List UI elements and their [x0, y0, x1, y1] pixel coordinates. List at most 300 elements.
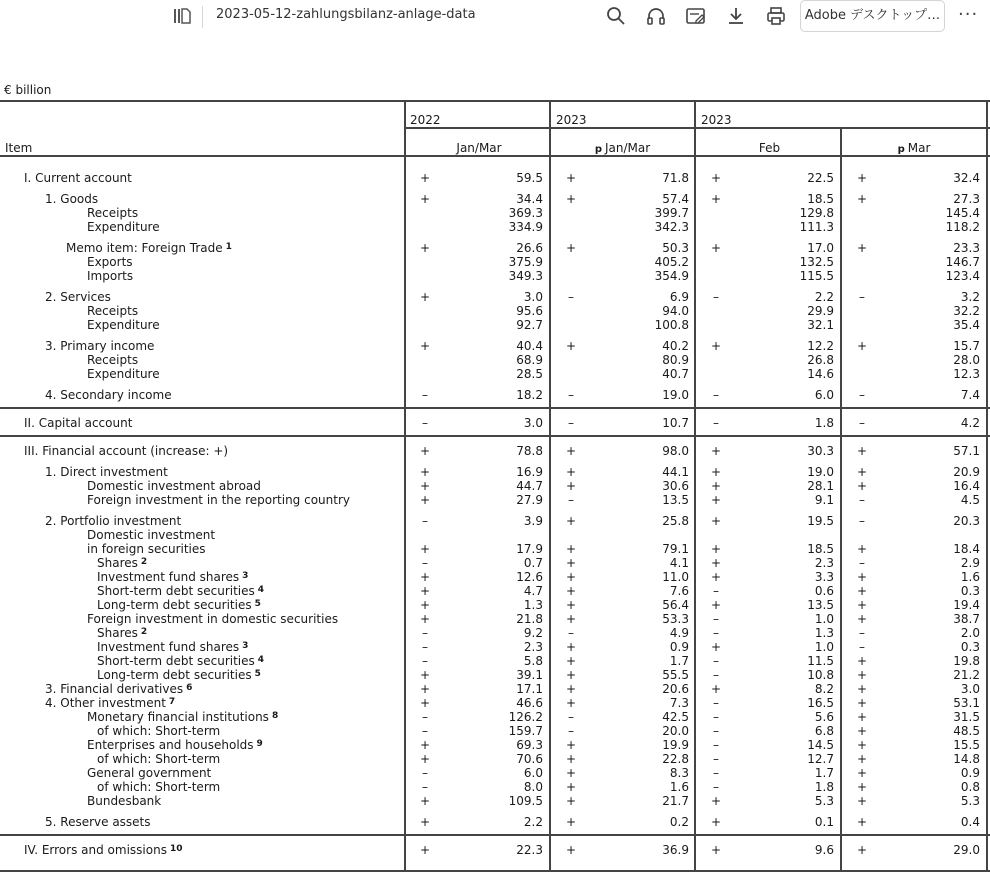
sign-cell: + [565, 668, 577, 682]
sign-cell: + [710, 192, 722, 206]
sign-cell: – [859, 626, 865, 640]
signature-icon[interactable] [685, 5, 707, 27]
value-cell: 18.4 [953, 542, 980, 556]
sign-cell: + [419, 682, 431, 696]
value-cell: 9.2 [523, 626, 543, 640]
value-cell: 46.6 [516, 696, 543, 710]
value-cell: 4.5 [960, 493, 980, 507]
footnote-marker: 5 [254, 599, 261, 609]
year-header-1: 2022 [410, 113, 441, 127]
sign-cell: + [710, 479, 722, 493]
value-cell: 14.8 [953, 752, 980, 766]
value-cell: 1.7 [814, 766, 834, 780]
row-label-text: 3. Financial derivatives [45, 682, 184, 696]
value-cell: 19.8 [953, 654, 980, 668]
table-row [0, 570, 990, 584]
table-row [0, 304, 990, 318]
row-label-text: 4. Secondary income [45, 388, 172, 402]
sign-cell: + [565, 192, 577, 206]
row-label [87, 206, 138, 220]
value-cell: 375.9 [508, 255, 543, 269]
sign-cell: – [422, 654, 428, 668]
value-cell: 15.7 [953, 339, 980, 353]
value-cell: 159.7 [508, 724, 543, 738]
table-row [0, 220, 990, 234]
row-label-text: III. Financial account (increase: +) [24, 444, 229, 458]
sign-cell: – [859, 556, 865, 570]
value-cell: 0.4 [960, 815, 980, 829]
table-row [0, 444, 990, 458]
value-cell: 26.8 [807, 353, 834, 367]
row-label [87, 794, 161, 808]
value-cell: 19.4 [953, 598, 980, 612]
value-cell: 12.6 [516, 570, 543, 584]
table-row [0, 710, 990, 724]
value-cell: 80.9 [662, 353, 689, 367]
value-cell: 16.4 [953, 479, 980, 493]
row-label [87, 493, 350, 507]
sign-cell: + [565, 766, 577, 780]
sign-cell: + [565, 479, 577, 493]
row-label-text: Receipts [87, 353, 139, 367]
row-label-text: Expenditure [87, 220, 160, 234]
footnote-marker: 2 [140, 557, 148, 567]
value-cell: 349.3 [508, 269, 543, 283]
sign-cell: + [565, 339, 577, 353]
row-label-text: Receipts [87, 304, 139, 318]
value-cell: 0.9 [960, 766, 980, 780]
col-header-1 [406, 141, 549, 155]
sign-cell: + [856, 444, 868, 458]
row-label [87, 255, 133, 269]
sign-cell: + [419, 843, 431, 857]
table-row [0, 269, 990, 283]
value-cell: 78.8 [516, 444, 543, 458]
sign-cell: + [856, 542, 868, 556]
value-cell: 0.2 [669, 815, 689, 829]
value-cell: 94.0 [662, 304, 689, 318]
sign-cell: + [710, 171, 722, 185]
value-cell: 7.6 [669, 584, 689, 598]
sign-cell: + [856, 668, 868, 682]
value-cell: 2.9 [960, 556, 980, 570]
value-cell: 12.3 [953, 367, 980, 381]
sign-cell: + [565, 654, 577, 668]
value-cell: 68.9 [516, 353, 543, 367]
table-row [0, 479, 990, 493]
row-label-text: Foreign investment in the reporting country [87, 493, 350, 507]
sign-cell: + [710, 598, 722, 612]
value-cell: 7.4 [960, 388, 980, 402]
toolbar-divider [202, 6, 203, 28]
value-cell: 20.3 [953, 514, 980, 528]
row-label-text: Enterprises and households [87, 738, 254, 752]
sign-cell: + [565, 584, 577, 598]
value-cell: 6.8 [814, 724, 834, 738]
viewer-toolbar [0, 0, 990, 34]
sign-cell: – [859, 290, 865, 304]
footnote-marker: 3 [242, 641, 249, 651]
sign-cell: – [422, 626, 428, 640]
footnote-marker: 2 [140, 627, 148, 637]
row-label [45, 815, 151, 829]
value-cell: 1.6 [960, 570, 980, 584]
sign-cell: – [713, 752, 719, 766]
sign-cell: + [419, 570, 431, 584]
sign-cell: + [856, 241, 868, 255]
sign-cell: + [856, 465, 868, 479]
sign-cell: – [568, 710, 574, 724]
sign-cell: + [419, 444, 431, 458]
sign-cell: + [856, 738, 868, 752]
row-label [87, 353, 138, 367]
sign-cell: + [710, 514, 722, 528]
row-label-text: IV. Errors and omissions [24, 843, 167, 857]
value-cell: 1.0 [814, 640, 834, 654]
row-label-text: in foreign securities [87, 542, 206, 556]
sign-cell: + [565, 570, 577, 584]
value-cell: 4.9 [669, 626, 689, 640]
row-label-text: 4. Other investment [45, 696, 166, 710]
table-row [0, 514, 990, 528]
table-row [0, 696, 990, 710]
row-label-text: Domestic investment abroad [87, 479, 261, 493]
sign-cell: + [419, 815, 431, 829]
value-cell: 3.2 [960, 290, 980, 304]
value-cell: 0.8 [960, 780, 980, 794]
value-cell: 55.5 [662, 668, 689, 682]
value-cell: 1.6 [669, 780, 689, 794]
sign-cell: + [856, 479, 868, 493]
value-cell: 16.9 [516, 465, 543, 479]
value-cell: 44.7 [516, 479, 543, 493]
sign-cell: + [565, 815, 577, 829]
value-cell: 405.2 [654, 255, 689, 269]
value-cell: 0.1 [814, 815, 834, 829]
sign-cell: + [856, 192, 868, 206]
footnote-marker: 3 [242, 571, 249, 581]
row-label [45, 290, 111, 304]
sign-cell: – [859, 493, 865, 507]
value-cell: 115.5 [799, 269, 834, 283]
table-row [0, 528, 990, 542]
sign-cell: – [568, 724, 574, 738]
value-cell: 57.4 [662, 192, 689, 206]
value-cell: 13.5 [807, 598, 834, 612]
sign-cell: – [422, 766, 428, 780]
row-label-text: II. Capital account [24, 416, 133, 430]
value-cell: 79.1 [662, 542, 689, 556]
col-header-3 [696, 141, 840, 155]
table-row [0, 682, 990, 696]
value-cell: 28.0 [953, 353, 980, 367]
sign-cell: + [565, 696, 577, 710]
value-cell: 71.8 [662, 171, 689, 185]
value-cell: 14.6 [807, 367, 834, 381]
sign-cell: – [422, 640, 428, 654]
sign-cell: – [713, 416, 719, 430]
value-cell: 23.3 [953, 241, 980, 255]
sign-cell: + [856, 339, 868, 353]
sidebar-doc-icon[interactable] [172, 6, 192, 26]
row-label [24, 171, 132, 185]
value-cell: 92.7 [516, 318, 543, 332]
value-cell: 5.3 [960, 794, 980, 808]
row-label-text: Foreign investment in domestic securities [87, 612, 339, 626]
value-cell: 18.2 [516, 388, 543, 402]
value-cell: 4.1 [669, 556, 689, 570]
sign-cell: + [710, 493, 722, 507]
value-cell: 19.0 [807, 465, 834, 479]
table-row [0, 465, 990, 479]
value-cell: 32.2 [953, 304, 980, 318]
value-cell: 0.6 [814, 584, 834, 598]
value-cell: 1.8 [814, 416, 834, 430]
row-label-text: 2. Services [45, 290, 111, 304]
value-cell: 20.6 [662, 682, 689, 696]
row-label-text: Expenditure [87, 367, 160, 381]
col-header-1-label: Jan/Mar [456, 141, 502, 155]
value-cell: 118.2 [945, 220, 980, 234]
table-row [0, 171, 990, 185]
rule-top [0, 100, 990, 102]
value-cell: 2.2 [814, 290, 834, 304]
value-cell: 36.9 [662, 843, 689, 857]
sign-cell: – [713, 290, 719, 304]
sign-cell: + [419, 794, 431, 808]
row-label [87, 269, 133, 283]
sign-cell: + [419, 479, 431, 493]
value-cell: 1.7 [669, 654, 689, 668]
table-row [0, 738, 990, 752]
sign-cell: – [859, 388, 865, 402]
col-header-4-prefix: p [897, 144, 905, 155]
value-cell: 8.3 [669, 766, 689, 780]
value-cell: 354.9 [654, 269, 689, 283]
download-icon[interactable] [725, 5, 747, 27]
row-label-text: Imports [87, 269, 134, 283]
value-cell: 95.6 [516, 304, 543, 318]
sign-cell: + [710, 339, 722, 353]
value-cell: 32.1 [807, 318, 834, 332]
sign-cell: + [856, 815, 868, 829]
value-cell: 30.6 [662, 479, 689, 493]
sign-cell: – [422, 416, 428, 430]
sign-cell: + [710, 556, 722, 570]
sign-cell: – [422, 514, 428, 528]
row-label-text: of which: Short-term [97, 780, 221, 794]
sign-cell: – [713, 612, 719, 626]
row-label-text: Receipts [87, 206, 139, 220]
value-cell: 3.3 [814, 570, 834, 584]
sign-cell: + [419, 752, 431, 766]
value-cell: 1.8 [814, 780, 834, 794]
value-cell: 12.7 [807, 752, 834, 766]
sign-cell: – [713, 780, 719, 794]
more-icon[interactable]: ··· [958, 4, 979, 25]
value-cell: 5.8 [523, 654, 543, 668]
value-cell: 13.5 [662, 493, 689, 507]
sign-cell: + [565, 598, 577, 612]
table-row [0, 612, 990, 626]
value-cell: 53.1 [953, 696, 980, 710]
sign-cell: – [422, 556, 428, 570]
value-cell: 399.7 [654, 206, 689, 220]
value-cell: 17.1 [516, 682, 543, 696]
row-label [24, 444, 228, 458]
value-cell: 69.3 [516, 738, 543, 752]
print-icon[interactable] [765, 5, 787, 27]
sign-cell: + [710, 682, 722, 696]
footnote-marker: 1 [225, 242, 232, 252]
value-cell: 34.4 [516, 192, 543, 206]
table-row [0, 640, 990, 654]
sign-cell: + [565, 171, 577, 185]
footnote-marker: 5 [254, 669, 261, 679]
value-cell: 21.7 [662, 794, 689, 808]
row-label [45, 465, 168, 479]
sign-cell: – [859, 416, 865, 430]
value-cell: 3.9 [523, 514, 543, 528]
table-row [0, 794, 990, 808]
table-row [0, 542, 990, 556]
value-cell: 22.8 [662, 752, 689, 766]
sign-cell: + [856, 584, 868, 598]
value-cell: 27.3 [953, 192, 980, 206]
value-cell: 109.5 [508, 794, 543, 808]
col-header-4 [842, 141, 986, 155]
value-cell: 2.2 [523, 815, 543, 829]
sign-cell: + [710, 640, 722, 654]
sign-cell: + [419, 612, 431, 626]
sign-cell: + [419, 465, 431, 479]
value-cell: 126.2 [508, 710, 543, 724]
sign-cell: + [419, 696, 431, 710]
value-cell: 17.9 [516, 542, 543, 556]
value-cell: 17.0 [807, 241, 834, 255]
sign-cell: – [568, 416, 574, 430]
unit-label: € billion [4, 83, 52, 97]
sign-cell: – [422, 724, 428, 738]
sign-cell: + [856, 598, 868, 612]
sign-cell: + [565, 752, 577, 766]
table-row [0, 815, 990, 829]
sign-cell: + [710, 815, 722, 829]
table-row [0, 388, 990, 402]
row-label-text: Domestic investment [87, 528, 216, 542]
row-label [24, 416, 132, 430]
value-cell: 2.0 [960, 626, 980, 640]
value-cell: 334.9 [508, 220, 543, 234]
value-cell: 30.3 [807, 444, 834, 458]
sign-cell: + [856, 696, 868, 710]
value-cell: 44.1 [662, 465, 689, 479]
value-cell: 21.8 [516, 612, 543, 626]
footnote-marker: 8 [271, 711, 279, 721]
sign-cell: + [856, 710, 868, 724]
sign-cell: + [856, 752, 868, 766]
table-row [0, 192, 990, 206]
value-cell: 369.3 [508, 206, 543, 220]
value-cell: 146.7 [945, 255, 980, 269]
row-label-text: Short-term debt securities [97, 654, 255, 668]
sign-cell: + [856, 724, 868, 738]
row-label [97, 724, 220, 738]
sign-cell: + [710, 794, 722, 808]
sign-cell: + [565, 843, 577, 857]
sign-cell: + [419, 738, 431, 752]
table-row [0, 668, 990, 682]
sign-cell: + [565, 640, 577, 654]
footnote-marker: 6 [186, 683, 193, 693]
row-label-text: of which: Short-term [97, 752, 221, 766]
table-row [0, 766, 990, 780]
sign-cell: + [710, 570, 722, 584]
table-row [0, 843, 990, 857]
row-label-text: Shares [97, 556, 138, 570]
table-row [0, 416, 990, 430]
table-row [0, 493, 990, 507]
file-title: 2023-05-12-zahlungsbilanz-anlage-data [216, 7, 476, 22]
value-cell: 5.3 [814, 794, 834, 808]
sign-cell: – [713, 654, 719, 668]
value-cell: 10.8 [807, 668, 834, 682]
value-cell: 4.7 [523, 584, 543, 598]
sign-cell: + [856, 766, 868, 780]
value-cell: 6.0 [814, 388, 834, 402]
footnote-marker: 9 [256, 739, 263, 749]
value-cell: 21.2 [953, 668, 980, 682]
value-cell: 42.5 [662, 710, 689, 724]
sign-cell: – [713, 696, 719, 710]
value-cell: 100.8 [654, 318, 689, 332]
table-row [0, 241, 990, 255]
table-row [0, 724, 990, 738]
col-header-2-label: Jan/Mar [604, 141, 651, 155]
value-cell: 26.6 [516, 241, 543, 255]
value-cell: 28.5 [516, 367, 543, 381]
sign-cell: + [419, 493, 431, 507]
sign-cell: – [713, 710, 719, 724]
row-label-text: Investment fund shares [97, 570, 240, 584]
row-label [24, 843, 182, 859]
value-cell: 22.5 [807, 171, 834, 185]
sign-cell: + [856, 843, 868, 857]
value-cell: 1.3 [523, 598, 543, 612]
search-icon[interactable] [605, 5, 627, 27]
value-cell: 145.4 [945, 206, 980, 220]
value-cell: 50.3 [662, 241, 689, 255]
table-row [0, 339, 990, 353]
row-label-text: 1. Direct investment [45, 465, 168, 479]
col-header-4-label: Mar [907, 141, 931, 155]
headphones-icon[interactable] [645, 5, 667, 27]
value-cell: 40.4 [516, 339, 543, 353]
table-row [0, 367, 990, 381]
value-cell: 39.1 [516, 668, 543, 682]
value-cell: 32.4 [953, 171, 980, 185]
value-cell: 3.0 [523, 416, 543, 430]
row-label-text: 5. Reserve assets [45, 815, 151, 829]
value-cell: 8.2 [814, 682, 834, 696]
value-cell: 1.0 [814, 612, 834, 626]
sign-cell: + [565, 682, 577, 696]
table-row [0, 206, 990, 220]
open-in-adobe-button[interactable]: Adobe デスクトップ… [800, 0, 945, 32]
row-label [45, 388, 172, 402]
row-label [87, 318, 160, 332]
sign-cell: + [419, 241, 431, 255]
